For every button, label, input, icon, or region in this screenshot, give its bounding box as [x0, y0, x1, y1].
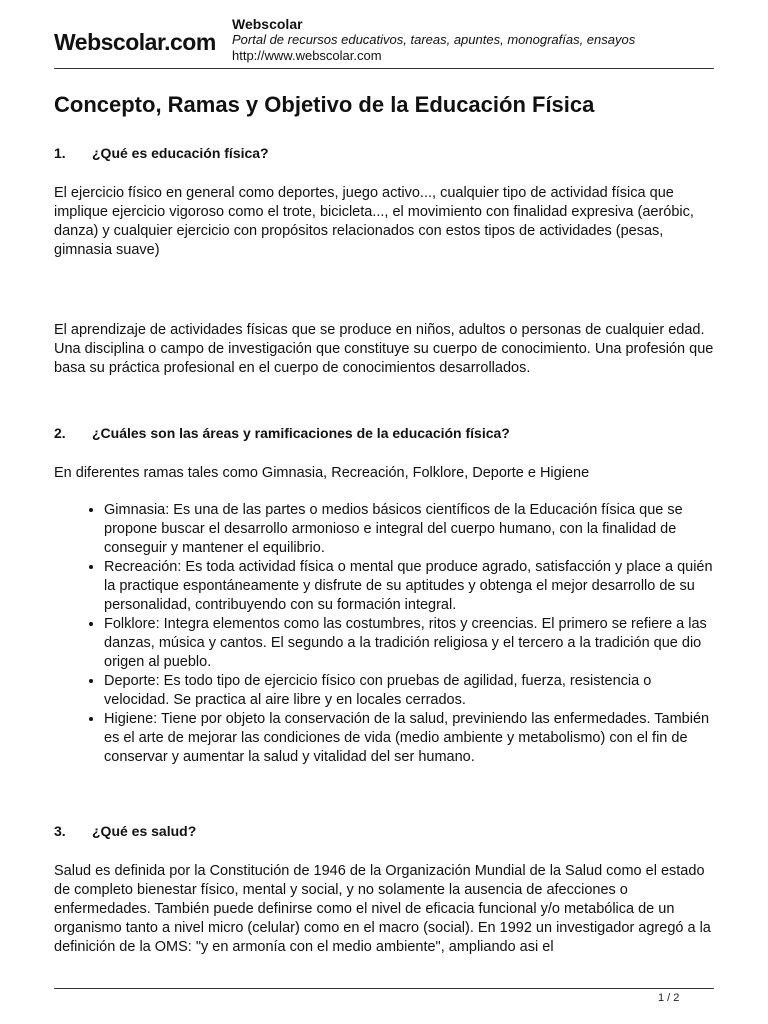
site-name: Webscolar [232, 16, 303, 32]
section-1-number: 1. [54, 145, 66, 161]
list-item: • Folklore: Integra elementos como las costumbres, ritos y creencias. El primero se refiere a las danzas, música y cantos. El segundo a la tradición religiosa y el tercero a la tradición que dio origen al pueblo. [104, 615, 714, 672]
document-title: Concepto, Ramas y Objetivo de la Educación Física [54, 92, 595, 117]
section-1-heading [54, 144, 714, 162]
section-3-paragraph-1: Salud es definida por la Constitución de 1946 de la Organización Mundial de la Salud como el estado de completo bienestar físico, mental y social, y no solamente la ausencia de afecciones o enfermedades. También puede definirse como el nivel de eficacia funcional y/o metabólica de un organismo tanto a nivel micro (celular) como en el macro (social). En 1992 un investigador agregó a la definición de la OMS: "y en armonía con el medio ambiente", ampliando asi el [54, 863, 711, 955]
section-1-question: ¿Qué es educación física? [92, 145, 269, 161]
document-body [54, 90, 714, 975]
section-3-question: ¿Qué es salud? [92, 823, 197, 839]
section-1-paragraph-2: El aprendizaje de actividades físicas que se produce en niños, adultos o personas de cualquier edad. Una disciplina o campo de investigación que constituye su cuerpo de conocimiento. Una profesión que basa su práctica profesional en el cuerpo de conocimientos desarrollados. [54, 322, 714, 376]
list-item: • Recreación: Es toda actividad física o mental que produce agrado, satisfacción y place a quién la practique espontáneamente y disfrute de su aptitudes y obtenga el mejor desarrollo de su personalidad, contribuyendo con su formación integral. [104, 558, 714, 615]
header-divider [54, 68, 714, 69]
section-3-heading [54, 822, 714, 840]
site-description: Portal de recursos educativos, tareas, apuntes, monografías, ensayos [232, 32, 636, 47]
section-2-intro: En diferentes ramas tales como Gimnasia, Recreación, Folklore, Deporte e Higiene [54, 465, 590, 481]
site-url-link[interactable]: http://www.webscolar.com [232, 48, 382, 63]
list-item: • Gimnasia: Es una de las partes o medios básicos científicos de la Educación física que se propone buscar el desarrollo armonioso e integral del cuerpo humano, con la finalidad de conseguir y mantener el equilibrio. [104, 501, 714, 558]
section-1-paragraph-1: El ejercicio físico en general como deportes, juego activo..., cualquier tipo de actividad física que implique ejercicio vigoroso como el trote, bicicleta..., el movimiento con finalidad expresiva (aeróbic, danza) y cualquier ejercicio con propósitos relacionados con estos tipos de actividades (pesas, gimnasia suave) [54, 185, 694, 258]
page-header [0, 0, 768, 70]
page-indicator: 1 / 2 [658, 992, 680, 1004]
section-2-question: ¿Cuáles son las áreas y ramificaciones de la educación física? [92, 425, 510, 441]
footer-divider [54, 988, 714, 989]
section-2-number: 2. [54, 425, 66, 441]
branches-list [54, 501, 714, 767]
site-logo[interactable]: Webscolar.com [54, 29, 216, 55]
site-info [232, 16, 635, 64]
section-3-number: 3. [54, 823, 66, 839]
list-item: • Higiene: Tiene por objeto la conservación de la salud, previniendo las enfermedades. También es el arte de mejorar las condiciones de vida (medio ambiente y metabolismo) con el fin de conservar y aumentar la salud y vitalidad del ser humano. [104, 710, 714, 767]
list-item: • Deporte: Es todo tipo de ejercicio físico con pruebas de agilidad, fuerza, resistencia o velocidad. Se practica al aire libre y en locales cerrados. [104, 672, 714, 710]
section-2-heading [54, 424, 714, 442]
